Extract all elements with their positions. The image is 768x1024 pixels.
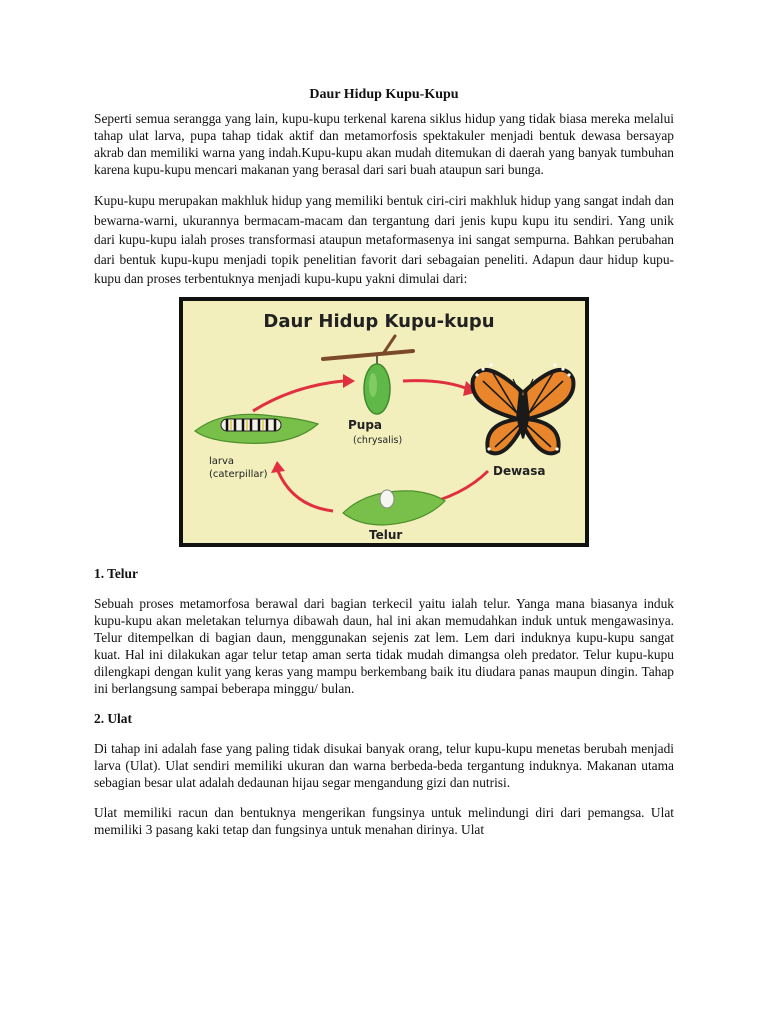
label-egg: Telur	[369, 527, 403, 542]
intro-paragraph-2: Kupu-kupu merupakan makhluk hidup yang memiliki bentuk ciri-ciri makhluk hidup yang sangat indah dan bewarna-warni, ukurannya bermacam-macam dan tergantung dari jenis kupu kupu itu sendiri. Yang unik dari kupu-kupu ialah proses transformasi ataupun metaformasenya ini sangat sempurna. Bahkan perubahan dari bentuk kupu-kupu menjadi topik penelitian favorit dari sebagaian peneliti. Adapun daur hidup kupu-kupu dan proses terbentuknya menjadi kupu-kupu yakni dimulai dari:	[94, 193, 674, 286]
arrowhead-pupa	[343, 374, 355, 388]
label-larva-sub: (caterpillar)	[209, 468, 268, 480]
section-telur-paragraph-1: Sebuah proses metamorfosa berawal dari bagian terkecil yaitu ialah telur. Yanga mana biasanya induk kupu-kupu akan meletakan telurnya dibawah daun, hal ini akan memudahkan induk untuk mengawasinya. Telur ditempelkan di bagian daun, menggunakan sejenis zat lem. Lem dari induknya kupu-kupu sangat kuat. Hal ini dilakukan agar telur tetap aman serta tidak mudah dimangsa oleh predator. Telur kupu-kupu dilengkapi dengan kulit yang keras yang mampu berkembang baik itu diudara panas maupun dingin. Tahap ini berlangsung sampai beberapa minggu/ bulan.	[94, 595, 674, 696]
arrowhead-larva	[271, 461, 285, 473]
label-pupa: Pupa	[348, 417, 383, 432]
caterpillar-icon	[221, 419, 281, 431]
section-ulat-paragraph-1: Di tahap ini adalah fase yang paling tidak disukai banyak orang, telur kupu-kupu menetas berubah menjadi larva (Ulat). Ulat sendiri memiliki ukuran dan warna berbeda-beda tergantung induknya. Makanan utama sebagian besar ulat adalah dedaunan hijau segar mengandung gizi dan nutrisi.	[94, 740, 674, 790]
life-cycle-figure	[179, 297, 589, 547]
branch	[323, 351, 413, 359]
figure-title: Daur Hidup Kupu-kupu	[263, 310, 495, 332]
label-pupa-sub: (chrysalis)	[353, 434, 403, 446]
arrow-egg-to-larva	[278, 471, 333, 511]
egg-icon	[380, 490, 394, 508]
arrow-pupa-to-adult	[403, 380, 468, 388]
intro-paragraph-1: Seperti semua serangga yang lain, kupu-kupu terkenal karena siklus hidup yang tidak biasa mereka melalui tahap ulat larva, pupa tahap tidak aktif dan metamorfosis spektakuler menjadi bentuk dewasa bersayap akrab dan memiliki warna yang indah.Kupu-kupu akan mudah ditemukan di daerah yang banyak tumbuhan karena kupu-kupu mencari makanan yang berasal dari sari buah ataupun sari bunga.	[94, 111, 674, 177]
document-title: Daur Hidup Kupu-Kupu	[309, 87, 459, 102]
label-larva: larva	[209, 455, 235, 467]
section-ulat-paragraph-2: Ulat memiliki racun dan bentuknya mengerikan fungsinya untuk melindungi diri dari pemangsa. Ulat memiliki 3 pasang kaki tetap dan fungsinya untuk menahan dirinya. Ulat	[94, 804, 674, 837]
document-content	[94, 86, 674, 851]
pupa-chrysalis	[364, 364, 390, 414]
arrow-larva-to-pupa	[253, 381, 343, 411]
label-adult: Dewasa	[493, 463, 546, 478]
section-heading-telur: 1. Telur	[94, 565, 138, 581]
section-heading-ulat: 2. Ulat	[94, 710, 132, 726]
life-cycle-diagram	[183, 301, 585, 543]
butterfly-icon	[473, 363, 574, 453]
